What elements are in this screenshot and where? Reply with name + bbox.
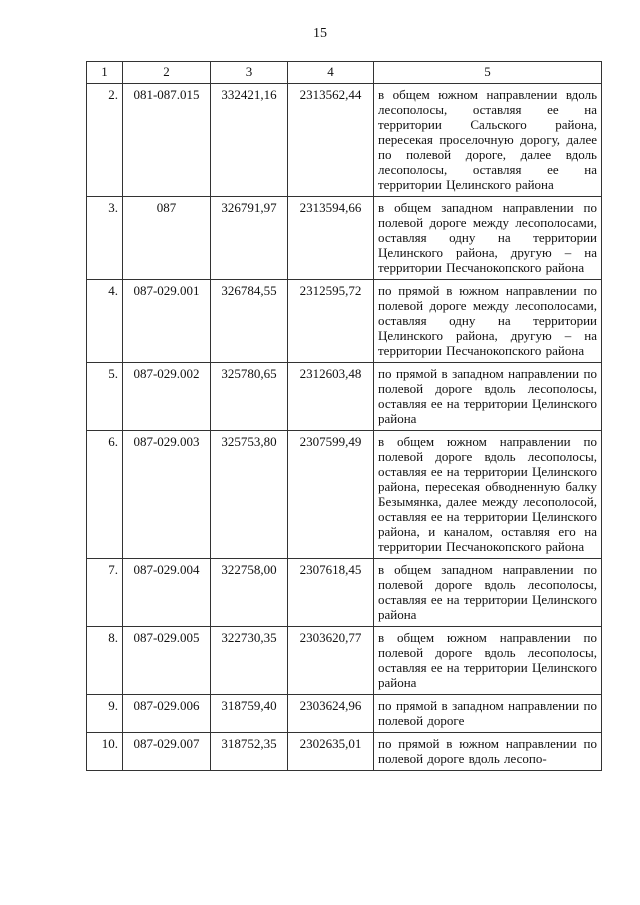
row-number: 8.	[87, 627, 123, 695]
table-row	[87, 431, 602, 559]
boundary-description: в общем западном направлении по полевой дороге между лесополосами, оставляя одну на территории Целинского района, другую – на территории Песчанокопского района	[374, 197, 602, 280]
point-id: 087-029.003	[123, 431, 211, 559]
coordinate-y: 2303620,77	[288, 627, 374, 695]
table-row	[87, 280, 602, 363]
table-row	[87, 363, 602, 431]
boundary-description: по прямой в западном направлении по полевой дороге	[374, 695, 602, 733]
header-col-2: 2	[123, 62, 211, 84]
table-row	[87, 695, 602, 733]
point-id: 087-029.007	[123, 733, 211, 771]
coordinate-y: 2312595,72	[288, 280, 374, 363]
table-row	[87, 559, 602, 627]
row-number: 7.	[87, 559, 123, 627]
point-id: 087-029.006	[123, 695, 211, 733]
row-number: 9.	[87, 695, 123, 733]
table-row	[87, 197, 602, 280]
coordinate-x: 325753,80	[211, 431, 288, 559]
header-col-3: 3	[211, 62, 288, 84]
coordinate-x: 318752,35	[211, 733, 288, 771]
row-number: 10.	[87, 733, 123, 771]
boundary-description: в общем западном направлении по полевой дороге вдоль лесополосы, оставляя ее на территории Целинского района	[374, 559, 602, 627]
coordinate-x: 318759,40	[211, 695, 288, 733]
point-id: 087	[123, 197, 211, 280]
point-id: 087-029.005	[123, 627, 211, 695]
header-col-1: 1	[87, 62, 123, 84]
point-id: 087-029.004	[123, 559, 211, 627]
coordinate-y: 2307618,45	[288, 559, 374, 627]
header-col-5: 5	[374, 62, 602, 84]
table-body	[87, 84, 602, 771]
coordinate-y: 2303624,96	[288, 695, 374, 733]
boundary-description: в общем южном направлении вдоль лесополосы, оставляя ее на территории Сальского района, пересекая проселочную дорогу, далее по полевой дороге, далее вдоль лесополосы, оставляя ее на территории Целинского района	[374, 84, 602, 197]
boundary-description: по прямой в южном направлении по полевой дороге вдоль лесопо-	[374, 733, 602, 771]
coordinate-x: 326791,97	[211, 197, 288, 280]
coordinate-x: 326784,55	[211, 280, 288, 363]
boundary-description: по прямой в западном направлении по полевой дороге вдоль лесополосы, оставляя ее на территории Целинского района	[374, 363, 602, 431]
page-number: 15	[313, 26, 327, 41]
row-number: 2.	[87, 84, 123, 197]
row-number: 5.	[87, 363, 123, 431]
table-header	[87, 62, 602, 84]
point-id: 087-029.002	[123, 363, 211, 431]
coordinate-y: 2307599,49	[288, 431, 374, 559]
point-id: 081-087.015	[123, 84, 211, 197]
coordinate-y: 2312603,48	[288, 363, 374, 431]
boundary-description: в общем южном направлении по полевой дороге вдоль лесополосы, оставляя ее на территории Целинского района, пересекая обводненную балку Безымянка, далее между лесополосой, оставляя ее на территории Целинского района, и каналом, оставляя его на территории Песчанокопского района	[374, 431, 602, 559]
boundary-description: по прямой в южном направлении по полевой дороге между лесополосами, оставляя одну на территории Целинского района, другую – на территории Песчанокопского района	[374, 280, 602, 363]
coordinate-x: 325780,65	[211, 363, 288, 431]
table-row	[87, 627, 602, 695]
point-id: 087-029.001	[123, 280, 211, 363]
coordinate-x: 332421,16	[211, 84, 288, 197]
table-row	[87, 84, 602, 197]
boundary-table	[86, 61, 602, 771]
coordinate-y: 2313594,66	[288, 197, 374, 280]
boundary-description: в общем южном направлении по полевой дороге вдоль лесополосы, оставляя ее на территории Целинского района	[374, 627, 602, 695]
coordinate-x: 322730,35	[211, 627, 288, 695]
header-row	[87, 62, 602, 84]
coordinate-x: 322758,00	[211, 559, 288, 627]
row-number: 4.	[87, 280, 123, 363]
header-col-4: 4	[288, 62, 374, 84]
coordinate-y: 2302635,01	[288, 733, 374, 771]
coordinate-y: 2313562,44	[288, 84, 374, 197]
row-number: 3.	[87, 197, 123, 280]
row-number: 6.	[87, 431, 123, 559]
table-row	[87, 733, 602, 771]
